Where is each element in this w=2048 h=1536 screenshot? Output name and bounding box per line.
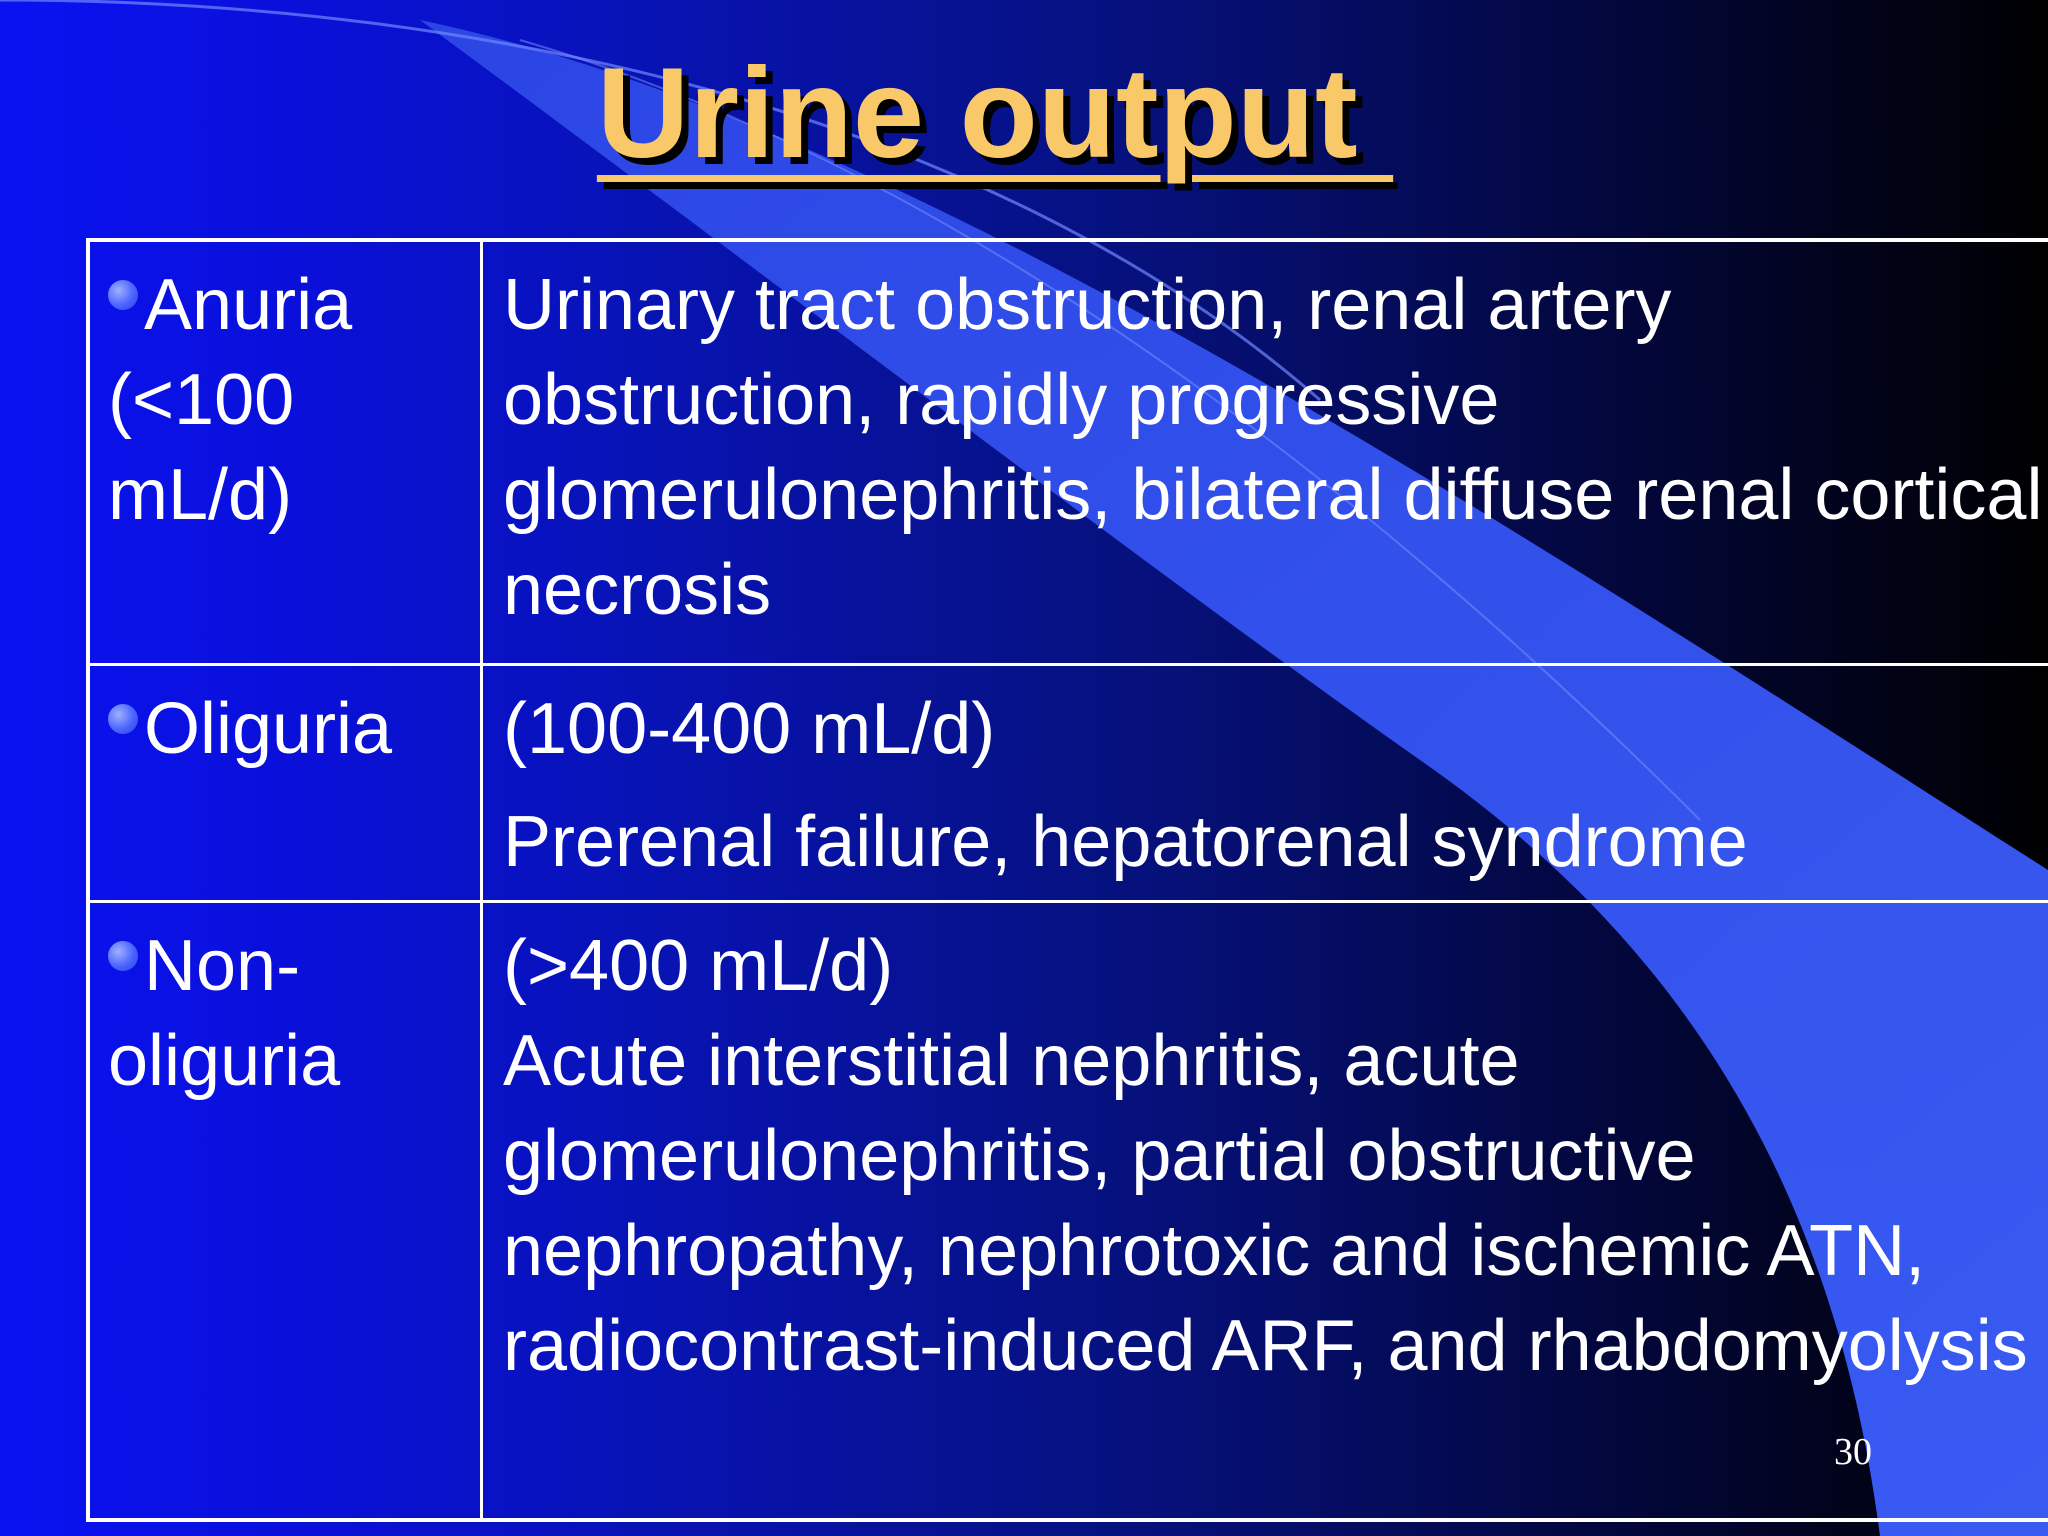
description-cell — [482, 240, 2048, 664]
description-cell — [482, 664, 2048, 901]
term-label: Oliguria — [144, 688, 393, 769]
bullet-icon — [108, 704, 138, 734]
table-row — [88, 664, 2048, 901]
description-cell — [482, 901, 2048, 1520]
bullet-icon — [108, 280, 138, 310]
term-label: Anuria (<100 mL/d) — [108, 265, 353, 535]
range-text: (>400 mL/d) — [503, 925, 894, 1006]
page-number: 30 — [1834, 1431, 1872, 1473]
description-text: Prerenal failure, hepatorenal syndrome — [503, 801, 1748, 882]
term-label: Non-oliguria — [108, 925, 341, 1101]
urine-output-table — [86, 238, 2048, 1522]
description-text: Urinary tract obstruction, renal artery obstruction, rapidly progressive glomerulonephritis, bilateral diffuse renal cortical necrosis — [503, 265, 2043, 630]
table-row — [88, 240, 2048, 664]
term-cell — [88, 664, 482, 901]
table-row — [88, 901, 2048, 1520]
term-cell — [88, 901, 482, 1520]
slide-title: Urine output — [596, 42, 1394, 185]
term-cell — [88, 240, 482, 664]
bullet-icon — [108, 941, 138, 971]
range-text: (100-400 mL/d) — [503, 688, 996, 769]
description-text: Acute interstitial nephritis, acute glomerulonephritis, partial obstructive nephropathy, nephrotoxic and ischemic ATN, radiocontrast-induced ARF, and rhabdomyolysis — [503, 1020, 2028, 1386]
